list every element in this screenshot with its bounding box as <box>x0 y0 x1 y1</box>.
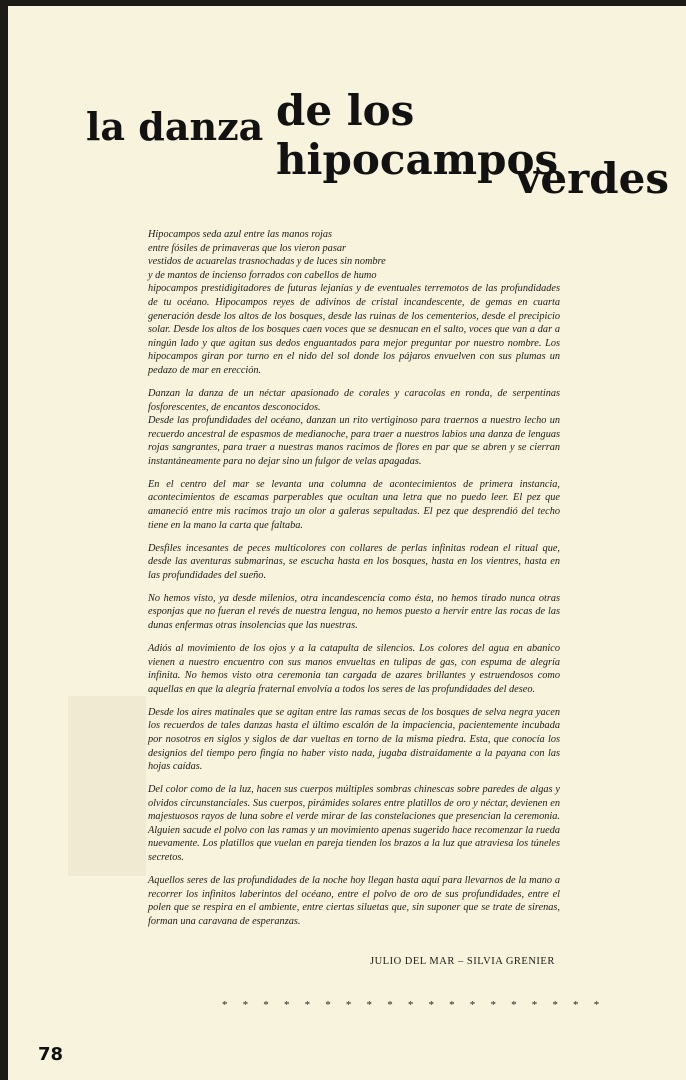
poem-title <box>8 6 686 216</box>
author-credit: JULIO DEL MAR – SILVIA GRENIER <box>370 956 555 967</box>
stanza-7: Desde los aires matinales que se agitan entre las ramas secas de los bosques de selva negra yacen los recuerdos de tales danzas hasta el último escalón de la impaciencia, pacientemente incubada por nosotros en siglos y siglos de dar vueltas en torno de la misma piedra. Esta, que conocía los designios del tiempo pero fingía no haber visto nada, jugaba distraídamente a la payana con las hojas caídas. <box>148 706 560 773</box>
opening-line-2: entre fósiles de primaveras que los vieron pasar <box>148 242 346 254</box>
stanza-2 <box>148 387 560 469</box>
title-part-3: verdes <box>516 154 669 203</box>
opening-rest: hipocampos prestidigitadores de futuras lejanías y de eventuales terremotos de las profundidades de tu océano. Hipocampos reyes de adivinos de cristal incandescente, de gemas en cuarta generación desde los altos de los bosques, desde las ruinas de los cementerios, desde el precipicio solar. Desde los altos de los bosques caen voces que se desnucan en el salto, voces que van a dar a ningún lado y que agitan sus dedos enguantados para mejor preguntar por nuestro nombre. Los hipocampos giran por turno en el nido del sol donde los pájaros envuelven con sus plumas un pedazo de mar en erección. <box>148 283 560 376</box>
stanza-6: Adiós al movimiento de los ojos y a la catapulta de silencios. Los colores del agua en abanico vienen a nuestro encuentro con sus manos envueltas en tulipas de gas, con espuma de alegría infinita. No hemos visto otra ceremonia tan cargada de azares brillantes y estruendosos como aquellas en que la alegría fraternal envolvía a todos los seres de las profundidades del deseo. <box>148 642 560 695</box>
star-divider: * * * * * * * * * * * * * * * * * * * <box>222 999 606 1011</box>
opening-line-4: y de mantos de incienso forrados con cabellos de humo <box>148 269 377 281</box>
stanza-5: No hemos visto, ya desde milenios, otra incandescencia como ésta, no hemos tirado nunca otras esponjas que no fueran el revés de nuestra lengua, no hemos puesto a hervir entre las rocas de las dunas enfermas otras insolencias que las nuestras. <box>148 592 560 631</box>
title-part-1: la danza <box>86 104 264 149</box>
stanza-3: En el centro del mar se levanta una columna de acontecimientos de primera instancia, acontecimientos de escamas parperables que ocultan una letra que no puedo leer. El pez que amaneció entre mis racimos trajo un olor a galeras sepultadas. El pez que desprendió del techo tiene en la mano la carta que faltaba. <box>148 478 560 531</box>
stanza-4: Desfiles incesantes de peces multicolores con collares de perlas infinitas rodean el ritual que, desde las aventuras submarinas, se escucha hasta en los bosques, hasta en los vientres, hasta en las profundidades del sueño. <box>148 542 560 581</box>
stanza-1 <box>148 228 560 378</box>
poem-body <box>148 228 560 938</box>
faded-bleed-through <box>68 696 146 876</box>
stanza-2b: Desde las profundidades del océano, danzan un rito vertiginoso para traernos a nuestro lecho un recuerdo ancestral de espasmos de medianoche, para traer a nuestros labios una danza de lenguas rojas sangrantes, para traer a nuestras manos racimos de flores en par que se abren y se cierran instantáneamente para no dejar sino un fulgor de velas apagadas. <box>148 415 560 467</box>
stanza-8: Del color como de la luz, hacen sus cuerpos múltiples sombras chinescas sobre paredes de algas y olvidos circunstanciales. Sus cuerpos, pirámides solares entre platillos de oro y néctar, devienen en majestuosos rayos de luna sobre el verde mirar de las constelaciones que presencian la ceremonia. Alguien sacude el polvo con las ramas y un movimiento apenas sugerido hace recomenzar la rueda nuevamente. Los platillos que vuelan en pareja tienden los brazos a la luz que atraviesa los túneles secretos. <box>148 784 560 864</box>
title-part-2: de los hipocampos <box>276 86 559 184</box>
stanza-2a: Danzan la danza de un néctar apasionado de corales y caracolas en ronda, de serpentinas fosforescentes, de encantos desconocidos. <box>148 387 560 413</box>
opening-line-1: Hipocampos seda azul entre las manos rojas <box>148 229 333 240</box>
magazine-page <box>8 6 686 1080</box>
page-number: 78 <box>38 1044 64 1065</box>
opening-line-3: vestidos de acuarelas trasnochadas y de luces sin nombre <box>148 256 386 268</box>
stanza-9: Aquellos seres de las profundidades de la noche hoy llegan hasta aquí para llevarnos de la mano a recorrer los infinitos laberintos del océano, entre el polvo de oro de sus profundidades, entre el polen que se respira en el ambiente, entre ciertas siluetas que, sin suponer que se trate de sirenas, forman una caravana de esperanzas. <box>148 875 560 927</box>
